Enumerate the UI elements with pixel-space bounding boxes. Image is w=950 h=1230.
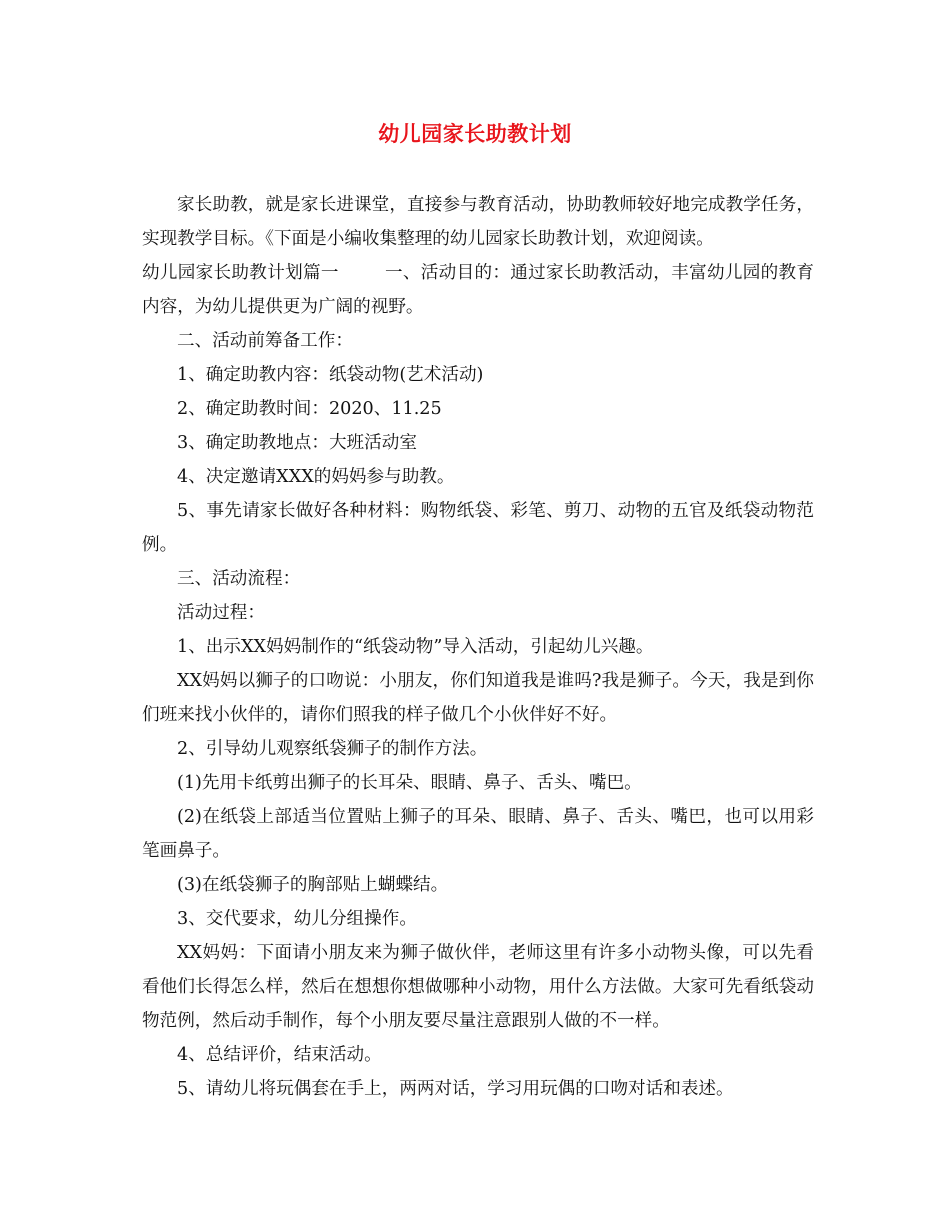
section-paragraph	[142, 256, 814, 324]
section-label: 幼儿园家长助教计划篇一	[142, 263, 339, 283]
paragraph: 3、确定助教地点：大班活动室	[177, 433, 417, 453]
intro-paragraph: 家长助教，就是家长进课堂，直接参与教育活动，协助教师较好地完成教学任务，实现教学目标。《下面是小编收集整理的幼儿园家长助教计划，欢迎阅读。	[142, 195, 814, 249]
paragraph: XX妈妈以狮子的口吻说：小朋友，你们知道我是谁吗?我是狮子。今天，我是到你们班来找小伙伴的，请你们照我的样子做几个小伙伴好不好。	[142, 671, 814, 725]
paragraph: 4、决定邀请XXX的妈妈参与助教。	[177, 467, 455, 487]
paragraph: 三、活动流程：	[177, 569, 301, 589]
paragraph: 4、总结评价，结束活动。	[177, 1045, 382, 1065]
paragraph: 3、交代要求，幼儿分组操作。	[177, 909, 417, 929]
paragraph: 2、引导幼儿观察纸袋狮子的制作方法。	[177, 739, 488, 759]
paragraph: 2、确定助教时间：2020、11.25	[177, 399, 442, 419]
paragraph: 5、事先请家长做好各种材料：购物纸袋、彩笔、剪刀、动物的五官及纸袋动物范例。	[142, 501, 814, 555]
paragraph: (3)在纸袋狮子的胸部贴上蝴蝶结。	[177, 875, 449, 895]
paragraph: (1)先用卡纸剪出狮子的长耳朵、眼睛、鼻子、舌头、嘴巴。	[177, 773, 642, 793]
document-body	[142, 188, 814, 1106]
paragraph: 二、活动前筹备工作：	[177, 331, 353, 351]
section-text: 一、活动目的：通过家长助教活动，丰富幼儿园的教育内容，为幼儿提供更为广阔的视野。	[142, 263, 814, 317]
document-title: 幼儿园家长助教计划	[378, 122, 572, 146]
paragraph: 活动过程：	[177, 603, 265, 623]
paragraph: 1、出示XX妈妈制作的“纸袋动物”导入活动，引起幼儿兴趣。	[177, 637, 654, 657]
paragraph: 5、请幼儿将玩偶套在手上，两两对话，学习用玩偶的口吻对话和表述。	[177, 1079, 734, 1099]
paragraph: 1、确定助教内容：纸袋动物(艺术活动)	[177, 365, 484, 385]
paragraph: (2)在纸袋上部适当位置贴上狮子的耳朵、眼睛、鼻子、舌头、嘴巴，也可以用彩笔画鼻子。	[142, 807, 814, 861]
paragraph: XX妈妈：下面请小朋友来为狮子做伙伴，老师这里有许多小动物头像，可以先看看他们长得怎么样，然后在想想你想做哪种小动物，用什么方法做。大家可先看纸袋动物范例，然后动手制作，每个小朋友要尽量注意跟别人做的不一样。	[142, 943, 814, 1031]
